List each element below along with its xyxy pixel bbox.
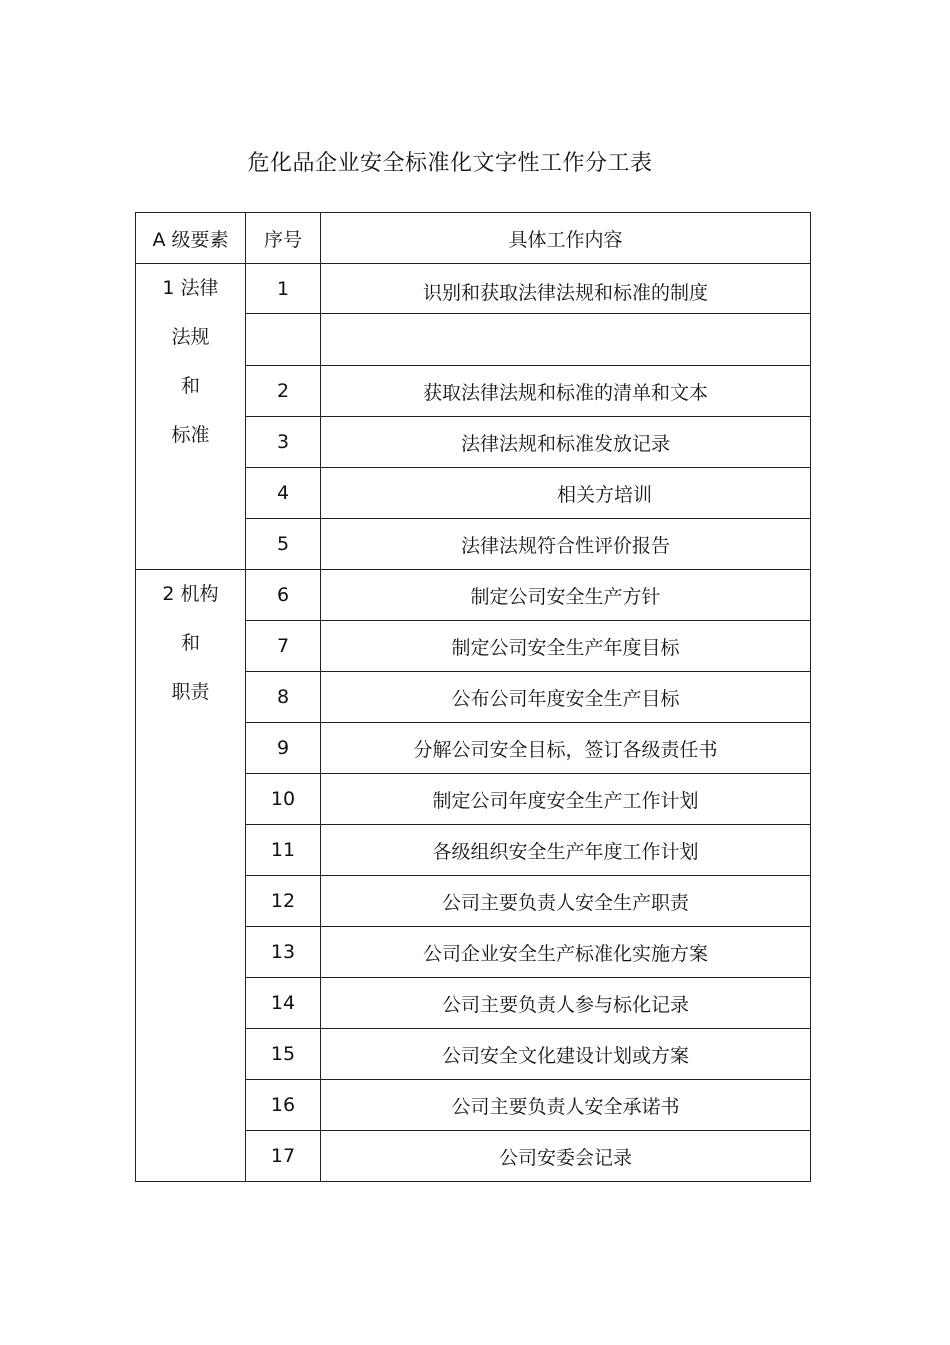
row-number: 7: [246, 621, 321, 672]
row-content: 公司安全文化建设计划或方案: [321, 1029, 811, 1080]
row-number: 10: [246, 774, 321, 825]
row-number: 1: [246, 264, 321, 314]
document-title: 危化品企业安全标准化文字性工作分工表: [247, 151, 653, 176]
work-division-table: [135, 212, 811, 1182]
row-content: [321, 314, 811, 366]
row-number: 15: [246, 1029, 321, 1080]
row-number: [246, 314, 321, 366]
element-line: 2 机构: [162, 583, 219, 605]
row-content: 相关方培训: [557, 483, 653, 506]
row-content: 各级组织安全生产年度工作计划: [321, 825, 811, 876]
table-row: [136, 264, 811, 314]
element-line: 标准: [171, 424, 210, 446]
row-content: 公司主要负责人安全承诺书: [321, 1080, 811, 1131]
row-number: 5: [246, 519, 321, 570]
row-number: 16: [246, 1080, 321, 1131]
row-number: 11: [246, 825, 321, 876]
row-number: 4: [246, 468, 321, 519]
row-content: 制定公司安全生产方针: [321, 570, 811, 621]
row-number: 14: [246, 978, 321, 1029]
row-number: 2: [246, 366, 321, 417]
header-element: A 级要素: [136, 213, 246, 264]
element-cell-organization: [136, 570, 246, 1182]
element-line: 法规: [171, 326, 210, 348]
row-number: 9: [246, 723, 321, 774]
row-content: 公司企业安全生产标准化实施方案: [321, 927, 811, 978]
row-number: 12: [246, 876, 321, 927]
row-content: 公司安委会记录: [321, 1131, 811, 1182]
row-content: 制定公司年度安全生产工作计划: [321, 774, 811, 825]
row-number: 6: [246, 570, 321, 621]
row-number: 13: [246, 927, 321, 978]
row-content: 法律法规和标准发放记录: [321, 417, 811, 468]
element-line: 1 法律: [162, 277, 219, 299]
row-content: 公布公司年度安全生产目标: [321, 672, 811, 723]
element-line: 和: [180, 632, 200, 654]
row-content: 分解公司安全目标，签订各级责任书: [321, 723, 811, 774]
element-cell-law: [136, 264, 246, 570]
row-content: 获取法律法规和标准的清单和文本: [321, 366, 811, 417]
row-content: 公司主要负责人安全生产职责: [321, 876, 811, 927]
table-header-row: [136, 213, 811, 264]
table-row: [136, 570, 811, 621]
row-content: 制定公司安全生产年度目标: [321, 621, 811, 672]
row-content: 法律法规符合性评价报告: [321, 519, 811, 570]
row-number: 3: [246, 417, 321, 468]
row-number: 17: [246, 1131, 321, 1182]
header-number: 序号: [246, 213, 321, 264]
row-content: 公司主要负责人参与标化记录: [321, 978, 811, 1029]
element-line: 职责: [171, 681, 210, 703]
element-line: 和: [180, 375, 200, 397]
row-content: 识别和获取法律法规和标准的制度: [321, 264, 811, 314]
row-number: 8: [246, 672, 321, 723]
header-content: 具体工作内容: [321, 213, 811, 264]
